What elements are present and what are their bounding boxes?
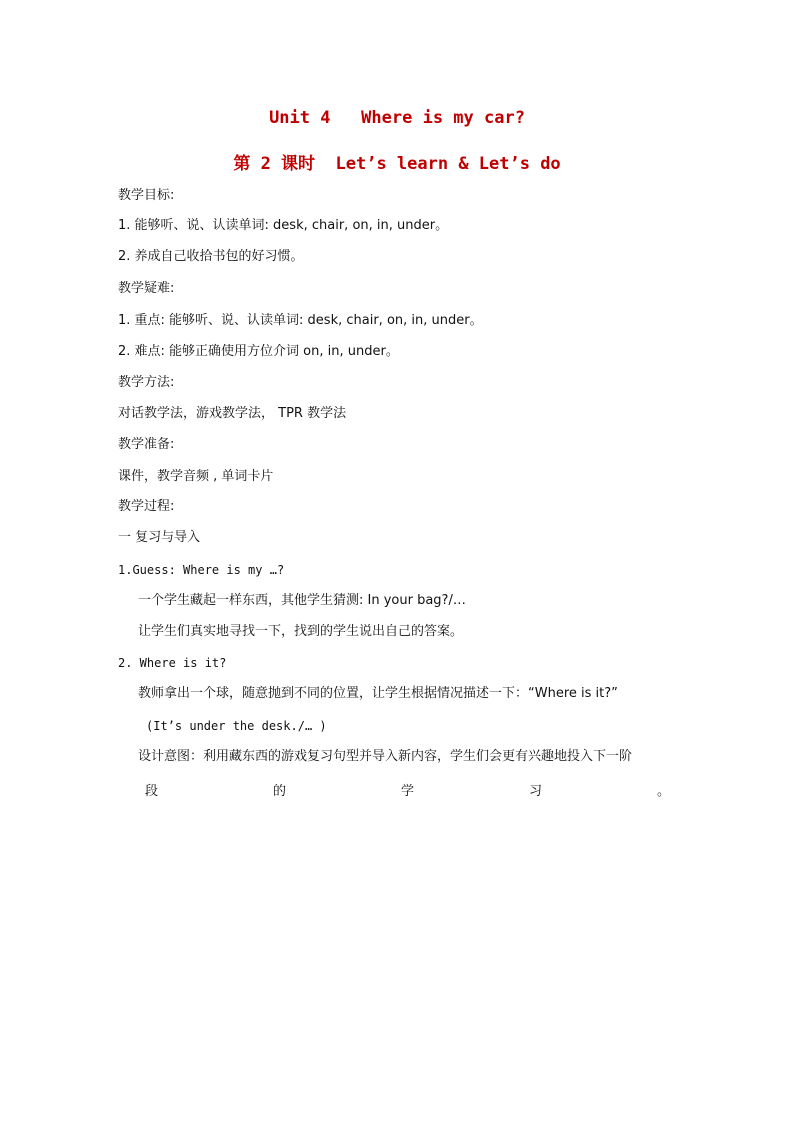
- method-text: 对话教学法，游戏教学法， TPR 教学法: [118, 406, 347, 421]
- step-2-text-b: (It’s under the desk./… ): [146, 719, 327, 733]
- step-2-text-c: 设计意图：利用藏东西的游戏复习句型并导入新内容，学生们会更有兴趣地投入下一阶: [138, 749, 633, 764]
- step-2-text-a: 教师拿出一个球，随意抛到不同的位置，让学生根据情况描述一下：“Where is it?”: [138, 686, 618, 701]
- section-heading-prep: 教学准备:: [118, 437, 175, 452]
- section-heading-difficulty: 教学疑难:: [118, 281, 175, 296]
- section-heading-method: 教学方法:: [118, 375, 175, 390]
- spread-char: 学: [400, 784, 414, 799]
- difficulty-item-1: 1. 重点: 能够听、说、认读单词: desk, chair, on, in, under。: [118, 313, 483, 328]
- section-heading-goal: 教学目标:: [118, 188, 175, 203]
- goal-item-1: 1. 能够听、说、认读单词: desk, chair, on, in, under。: [118, 218, 449, 233]
- step-1-text-a: 一个学生藏起一样东西，其他学生猜测: In your bag?/…: [138, 593, 466, 608]
- lesson-title: 第 2 课时 Let’s learn & Let’s do: [233, 154, 561, 174]
- step-1-text-b: 让学生们真实地寻找一下，找到的学生说出自己的答案。: [138, 624, 464, 639]
- step-2-title: 2. Where is it?: [118, 656, 227, 670]
- step-1-title: 1.Guess: Where is my …?: [118, 563, 285, 577]
- step-2-text-d: [145, 780, 670, 799]
- spread-char: 习: [528, 784, 542, 799]
- spread-char: 。: [656, 784, 670, 799]
- part-heading-review: 一 复习与导入: [118, 530, 201, 545]
- section-heading-process: 教学过程:: [118, 499, 175, 514]
- difficulty-item-2: 2. 难点: 能够正确使用方位介词 on, in, under。: [118, 344, 399, 359]
- unit-title: Unit 4 Where is my car?: [269, 108, 525, 128]
- prep-text: 课件，教学音频 , 单词卡片: [118, 469, 274, 484]
- spread-char: 段: [145, 784, 159, 799]
- spread-char: 的: [272, 784, 286, 799]
- goal-item-2: 2. 养成自己收拾书包的好习惯。: [118, 249, 304, 264]
